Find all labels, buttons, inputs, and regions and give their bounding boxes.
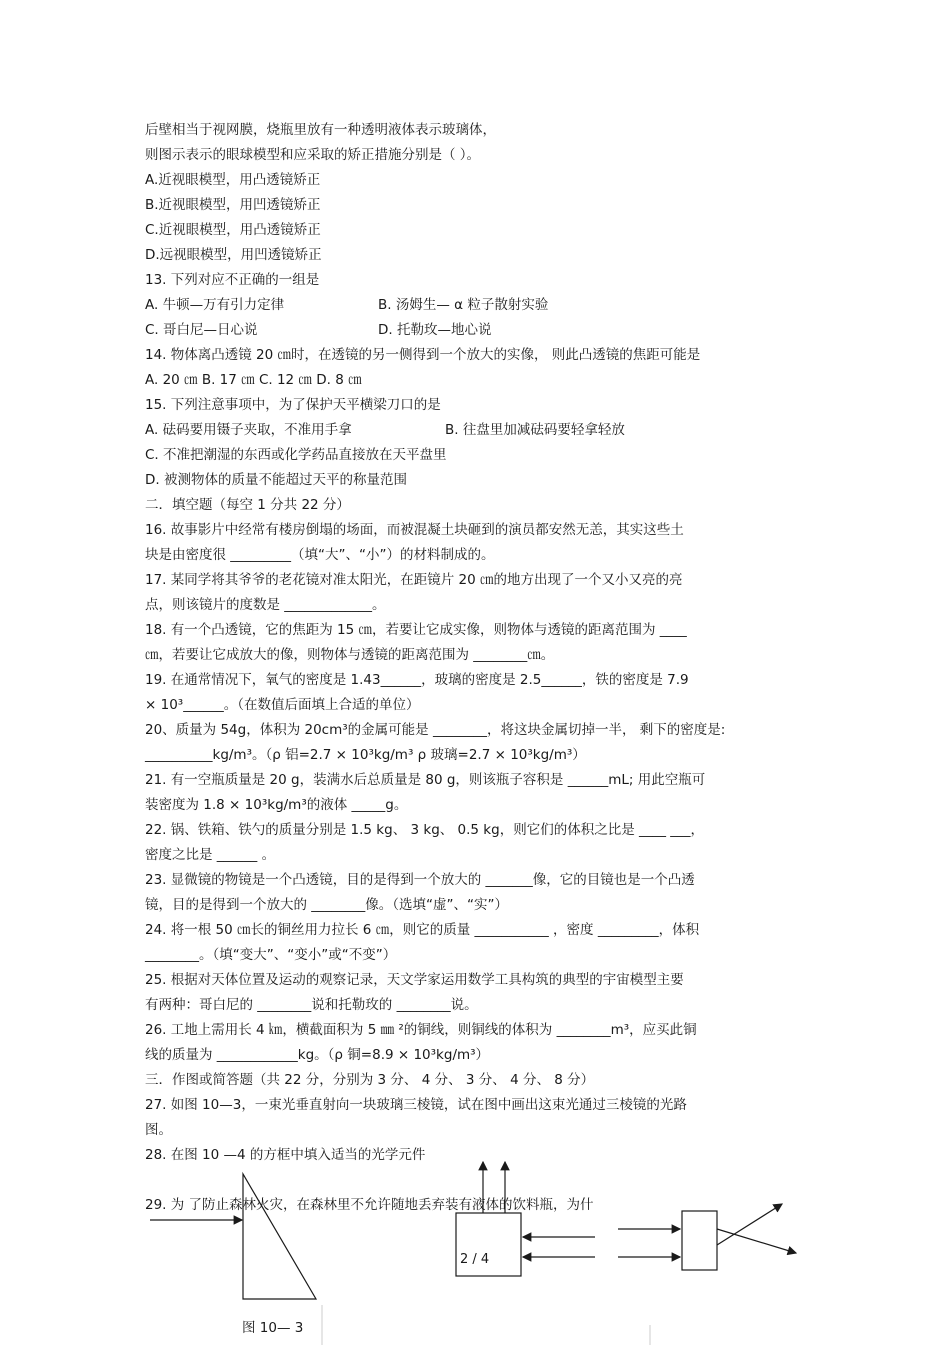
- text-line-l43: 29. 为 了防止森林火灾，在森林里不允许随地丢弃装有液体的饮料瓶，为什: [145, 1197, 594, 1213]
- text-line-l38: 线的质量为 ____________kg。（ρ 铜=8.9 × 10³kg/m³）: [145, 1047, 490, 1063]
- text-line-l37: 26. 工地上需用长 4 ㎞，横截面积为 5 ㎜ ²的铜线，则铜线的体积为 ________m³，应买此铜: [145, 1022, 697, 1038]
- option-o13d: D. 托勒玫—地心说: [378, 322, 492, 338]
- text-line-l3: A.近视眼模型，用凸透镜矫正: [145, 172, 321, 188]
- text-line-l30: 密度之比是 ______ 。: [145, 847, 276, 863]
- text-line-l11: A. 20 ㎝ B. 17 ㎝ C. 12 ㎝ D. 8 ㎝: [145, 372, 362, 388]
- optics-box-right: [618, 1204, 796, 1270]
- text-line-l6: D.远视眼模型，用凹透镜矫正: [145, 247, 322, 263]
- prism-figure: [150, 1174, 316, 1299]
- text-line-l16: 二．填空题（每空 1 分共 22 分）: [145, 497, 350, 513]
- option-o15a: A. 砝码要用镊子夹取，不准用手拿: [145, 422, 352, 438]
- text-line-l33: 24. 将一根 50 ㎝长的铜丝用力拉长 6 ㎝，则它的质量 ___________ ，密度 _________，体积: [145, 922, 700, 938]
- text-line-l28: 装密度为 1.8 × 10³kg/m³的液体 _____g。: [145, 797, 408, 813]
- text-line-l36: 有两种：哥白尼的 ________说和托勒玫的 ________说。: [145, 997, 478, 1013]
- text-line-l35: 25. 根据对天体位置及运动的观察记录，天文学家运用数学工具构筑的典型的宇宙模型主要: [145, 972, 684, 988]
- option-o13a: A. 牛顿—万有引力定律: [145, 297, 285, 313]
- text-line-l1: 后壁相当于视网膜，烧瓶里放有一种透明液体表示玻璃体，: [145, 122, 496, 138]
- text-line-l25: 20、质量为 54g，体积为 20cm³的金属可能是 ________，将这块金属切掉一半， 剩下的密度是:: [145, 722, 726, 738]
- text-line-l21: 18. 有一个凸透镜，它的焦距为 15 ㎝，若要让它成实像，则物体与透镜的距离范围为 ____: [145, 622, 687, 638]
- text-line-l4: B.近视眼模型，用凹透镜矫正: [145, 197, 321, 213]
- text-line-l15: D. 被测物体的质量不能超过天平的称量范围: [145, 472, 407, 488]
- option-o13c: C. 哥白尼—日心说: [145, 322, 258, 338]
- text-line-l31: 23. 显微镜的物镜是一个凸透镜，目的是得到一个放大的 _______像，它的目镜也是一个凸透: [145, 872, 695, 888]
- text-line-l26: __________kg/m³。（ρ 铝=2.7 × 10³kg/m³ ρ 玻璃=2.7 × 10³kg/m³）: [145, 747, 586, 763]
- text-line-l27: 21. 有一空瓶质量是 20 g，装满水后总质量是 80 g，则该瓶子容积是 ______mL; 用此空瓶可: [145, 772, 706, 788]
- option-o15b: B. 往盘里加减砝码要轻拿轻放: [445, 422, 625, 438]
- text-line-l2: 则图示表示的眼球模型和应采取的矫正措施分别是（ ）。: [145, 147, 481, 163]
- text-line-l42: 28. 在图 10 —4 的方框中填入适当的光学元件: [145, 1147, 426, 1163]
- text-line-l10: 14. 物体离凸透镜 20 ㎝时，在透镜的另一侧得到一个放大的实像， 则此凸透镜的焦距可能是: [145, 347, 701, 363]
- figure-caption: 图 10— 3: [242, 1320, 304, 1336]
- text-line-l5: C.近视眼模型，用凸透镜矫正: [145, 222, 321, 238]
- text-line-l34: ________。（填“变大”、“变小”或“不变”）: [145, 947, 397, 963]
- text-line-l29: 22. 锅、铁箱、铁勺的质量分别是 1.5 kg、 3 kg、 0.5 kg，则它们的体积之比是 ____ ___，: [145, 822, 705, 838]
- text-line-l22: ㎝，若要让它成放大的像，则物体与透镜的距离范围为 ________㎝。: [145, 647, 555, 663]
- text-line-l41: 图。: [145, 1122, 172, 1138]
- q19-continuation: × 10³______。（在数值后面填上合适的单位）: [145, 697, 420, 713]
- text-line-l17: 16. 故事影片中经常有楼房倒塌的场面，而被混凝土块砸到的演员都安然无恙，其实这些土: [145, 522, 684, 538]
- option-o13b: B. 汤姆生— α 粒子散射实验: [378, 297, 549, 313]
- text-line-l14: C. 不准把潮湿的东西或化学药品直接放在天平盘里: [145, 447, 447, 463]
- text-line-l19: 17. 某同学将其爷爷的老花镜对准太阳光，在距镜片 20 ㎝的地方出现了一个又小又亮的亮: [145, 572, 683, 588]
- text-line-l12: 15. 下列注意事项中，为了保护天平横梁刀口的是: [145, 397, 441, 413]
- text-line-l20: 点，则该镜片的度数是 _____________。: [145, 597, 386, 613]
- text-line-l40: 27. 如图 10—3，一束光垂直射向一块玻璃三棱镜，试在图中画出这束光通过三棱镜的光路: [145, 1097, 687, 1113]
- text-line-l7: 13. 下列对应不正确的一组是: [145, 272, 320, 288]
- text-line-l23: 19. 在通常情况下，氧气的密度是 1.43______，玻璃的密度是 2.5______，铁的密度是 7.9: [145, 672, 689, 688]
- text-line-l39: 三．作图或简答题（共 22 分，分别为 3 分、 4 分、 3 分、 4 分、 8 分）: [145, 1072, 595, 1088]
- text-line-l18: 块是由密度很 _________（填“大”、“小”）的材料制成的。: [145, 547, 495, 563]
- page-number: 2 / 4: [460, 1252, 490, 1267]
- text-line-l32: 镜，目的是得到一个放大的 ________像。（选填“虚”、“实”）: [145, 897, 509, 913]
